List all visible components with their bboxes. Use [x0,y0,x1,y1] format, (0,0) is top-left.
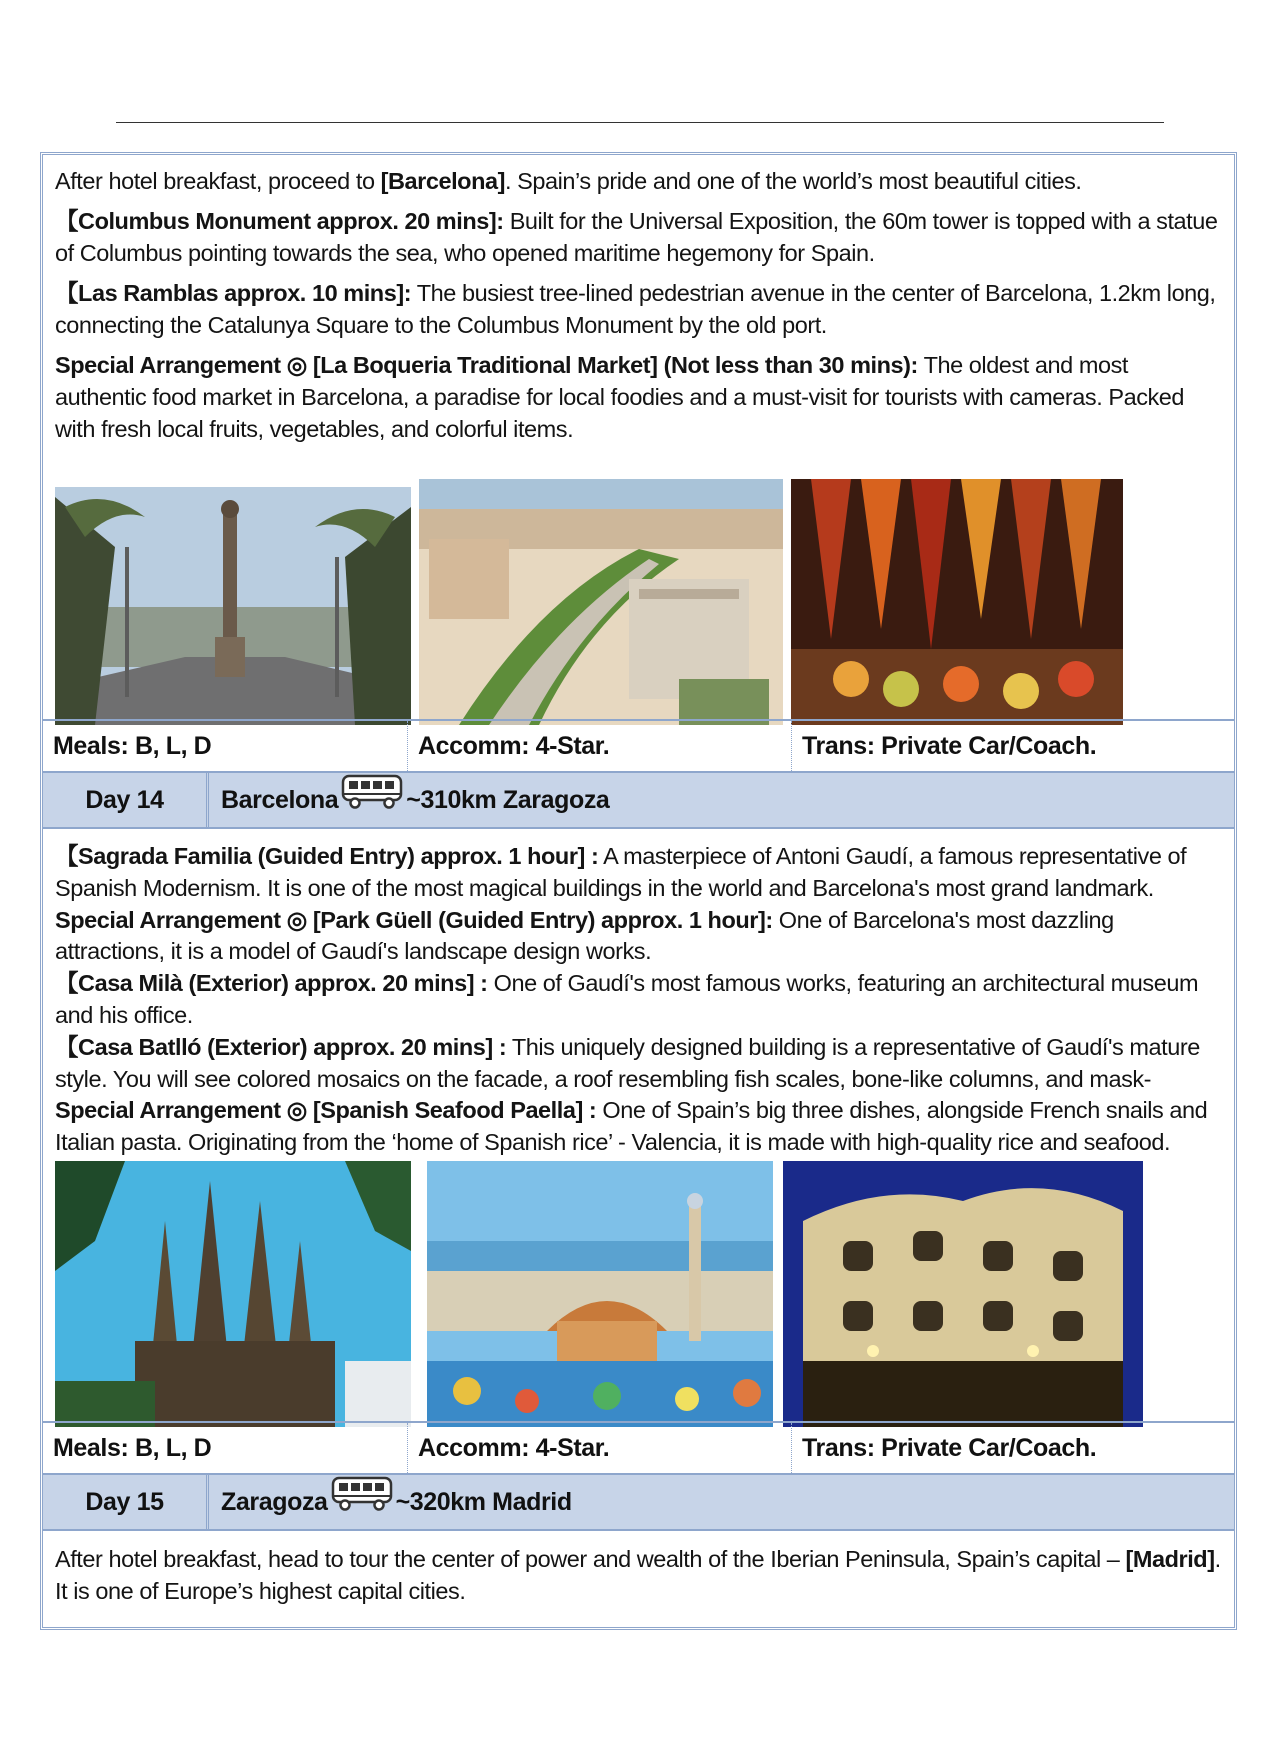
columbus-monument-photo [55,487,411,725]
day14-info-row [43,1421,1234,1475]
day14-route [221,773,609,827]
itinerary-frame [40,152,1237,1630]
las-ramblas-paragraph: 【Las Ramblas approx. 10 mins]: The busiest tree-lined pedestrian avenue in the center of Barcelona, 1.2km long, connecting the Catalunya Square to the Columbus Monument by the old port. [55,280,1216,338]
la-boqueria-paragraph: Special Arrangement ◎ [La Boqueria Traditional Market] (Not less than 30 mins): The oldest and most authentic food market in Barcelona, a paradise for local foodies and a must-visit for tourists with cameras. Packed with fresh local fruits, vegetables, and colorful items. [55,352,1185,442]
park-guell-photo [427,1161,773,1427]
header-rule [116,122,1164,123]
casa-batllo-photo [783,1161,1143,1427]
day13-intro: After hotel breakfast, proceed to [Barcelona]. Spain’s pride and one of the world’s most beautiful cities. [55,168,1082,194]
day15-label: Day 15 [43,1475,209,1529]
bus-icon [330,1475,394,1513]
day14-origin: Barcelona [221,785,339,814]
sagrada-familia-paragraph: 【Sagrada Familia (Guided Entry) approx. 1 hour] : A masterpiece of Antoni Gaudí, a famous representative of Spanish Modernism. It is one of the most magical buildings in the world and Barcelona's most grand landmark. [55,843,1187,901]
day15-origin: Zaragoza [221,1487,328,1516]
day14-destination: ~310km Zaragoza [406,785,610,814]
day15-header [43,1475,1234,1531]
casa-batllo-paragraph: 【Casa Batlló (Exterior) approx. 20 mins] : This uniquely designed building is a representative of Gaudí's mature style. You will see colored mosaics on the facade, a roof resembling fish scales, bone-like columns, and mask- [55,1033,1200,1092]
day15-intro: After hotel breakfast, head to tour the center of power and wealth of the Iberian Peninsula, Spain’s capital – [Madrid]. It is one of Europe’s highest capital cities. [55,1546,1221,1604]
day14-photos [51,1161,1226,1427]
columbus-monument-paragraph: 【Columbus Monument approx. 20 mins]: Built for the Universal Exposition, the 60m tower is topped with a statue of Columbus pointing towards the sea, who opened maritime hegemony for Spain. [55,208,1218,266]
seafood-paella-paragraph: Special Arrangement ◎ [Spanish Seafood Paella] : One of Spain’s big three dishes, alongside French snails and Italian pasta. Originating from the ‘home of Spanish rice’ - Valencia, it is made with high-quality rice and seafood. [55,1097,1208,1156]
las-ramblas-photo [419,479,783,725]
casa-mila-paragraph: 【Casa Milà (Exterior) approx. 20 mins] : One of Gaudí's most famous works, featuring an architectural museum and his office. [55,970,1199,1028]
day15-route [221,1475,572,1529]
day14-description [55,841,1224,1159]
day13-description [55,165,1224,445]
day13-transport: Trans: Private Car/Coach. [791,721,1234,771]
day13-photos [51,479,1226,725]
day15-destination: ~320km Madrid [395,1487,572,1516]
day13-info-row [43,719,1234,773]
day15-description [55,1543,1224,1607]
day14-transport: Trans: Private Car/Coach. [791,1423,1234,1473]
sagrada-familia-photo [55,1161,411,1427]
day13-accommodation: Accomm: 4-Star. [407,721,791,771]
day14-meals: Meals: B, L, D [53,1433,212,1462]
day13-meals: Meals: B, L, D [53,731,212,760]
day14-label: Day 14 [43,773,209,827]
bus-icon [340,773,404,811]
la-boqueria-photo [791,479,1123,725]
day14-header [43,773,1234,829]
park-guell-paragraph: Special Arrangement ◎ [Park Güell (Guided Entry) approx. 1 hour]: One of Barcelona's most dazzling attractions, it is a model of Gaudí's landscape design works. [55,906,1114,965]
day14-accommodation: Accomm: 4-Star. [407,1423,791,1473]
